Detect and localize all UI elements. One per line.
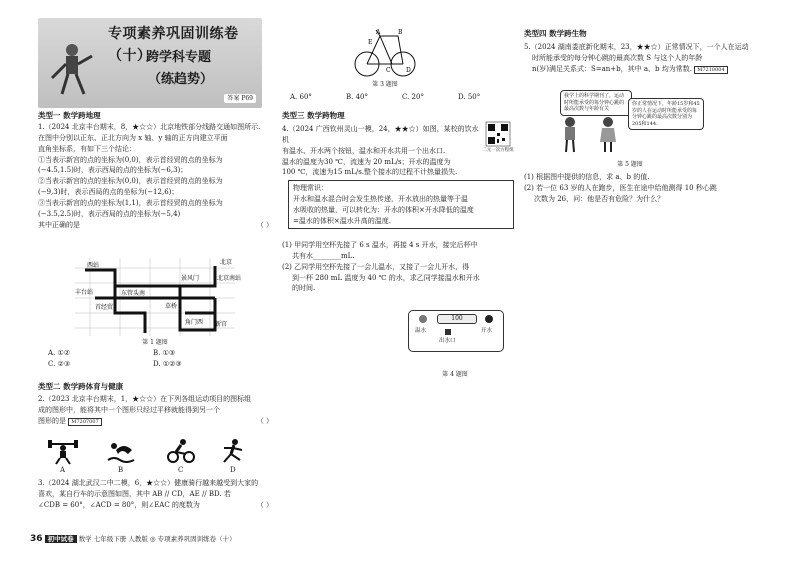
bike-label: C xyxy=(386,67,391,74)
map-label: 丰台站 xyxy=(75,289,94,296)
question-3 xyxy=(38,478,273,511)
figure-caption: 第 4 题图 xyxy=(442,371,468,378)
boy-figure-icon xyxy=(560,116,580,154)
option-d: D. ①②③ xyxy=(153,359,182,368)
section-heading-1: 类型一 数学跨地理 xyxy=(38,111,101,120)
q3-options xyxy=(290,92,530,103)
soldier-illustration-icon xyxy=(46,38,96,98)
option-d: D. 50° xyxy=(458,93,481,101)
map-label: 草桥 xyxy=(165,303,178,310)
section-heading-2: 类型二 数学跨体育与健康 xyxy=(38,382,124,391)
map-label: 新宫 xyxy=(215,321,228,328)
q1-line: 在图中分别以正东、正北方向为 x 轴、y 轴的正方向建立平面 xyxy=(38,133,228,142)
q4-line: 温水的温度为30 ℃，流速为 20 mL/s；开水的温度为 xyxy=(282,157,451,166)
q1-line: ②当表示新宫的点的坐标为(0,0)，表示首经贸的点的坐标为 xyxy=(38,177,223,186)
q5-sub1: (1) 根据图中提供的信息，求 a、b 的值. xyxy=(524,173,650,181)
hot-label: 开水 xyxy=(481,328,493,334)
page-number: 36 xyxy=(30,534,43,544)
q1-line: 1.（2024 北京丰台期末，8，★☆☆）北京地铁部分线路交通如图所示. xyxy=(38,123,261,131)
banner-title: 专项素养巩固训练卷（十） xyxy=(108,26,239,64)
map-label: 东管头南 xyxy=(121,290,146,297)
physics-box xyxy=(288,180,514,229)
option-a: A. 60° xyxy=(290,93,312,101)
q2-line: 成的图形中，能将其中一个图形只经过平移就能得到另一个 xyxy=(38,405,220,414)
q3-line: 3.（2024 湖北武汉二中二模，6，★☆☆）健康骑行越来越受到大家的 xyxy=(38,479,259,487)
q1-line: (−9,3)时，表示西局的点的坐标为(−12,6)； xyxy=(38,188,179,197)
cyclist-icon xyxy=(166,438,196,464)
subway-map xyxy=(75,258,242,336)
bike-label: E xyxy=(368,39,373,46)
q3-line: ∠CDB = 60°，∠ACD = 80°，则∠EAC 的度数为 xyxy=(38,500,200,509)
box-line: 水吸收的热量，可以转化为：开水的体积×开水降低的温度 xyxy=(293,205,474,214)
q1-line: (−4.5,1.5)时，表示西局的点的坐标为(−6,3)； xyxy=(38,166,188,175)
q4-line: 4.（2024 广西钦州灵山一模，24，★★☆）如图，某校的饮水机 xyxy=(282,125,479,144)
bicycle-diagram xyxy=(350,22,420,80)
question-1 xyxy=(38,122,273,230)
question-5-subparts xyxy=(524,172,764,205)
q4-sub2-line: 到一杯 280 mL 温度为 40 ℃ 的水，求乙同学接温水和开水 xyxy=(292,273,480,282)
figure-caption: 第 5 题图 xyxy=(617,161,643,168)
q1-line: 其中正确的是 xyxy=(38,220,80,229)
bike-label: D xyxy=(406,67,411,74)
q4-sub2-line: (2) 乙同学用空杯先接了一会儿温水，又接了一会儿开水，得 xyxy=(282,262,470,271)
q2-line: 2.（2023 北京丰台期末，1，★☆☆）在下列各组运动项目的图标组 xyxy=(38,395,252,403)
option-a: A. ①② xyxy=(48,349,71,357)
question-4 xyxy=(282,124,482,178)
q1-options xyxy=(48,348,258,370)
footer-tag: 初中试卷 xyxy=(45,535,77,543)
figure-caption: 第 1 题图 xyxy=(142,339,168,346)
outlet-label: 出水口 xyxy=(439,338,456,344)
option-c: C. 20° xyxy=(402,93,424,101)
box-line: 开水和温水混合时会发生热传递，开水放出的热量等于温 xyxy=(293,194,468,203)
option-c: C. ②③ xyxy=(48,359,71,368)
girl-figure-icon xyxy=(598,116,618,154)
section-heading-3: 类型三 数学跨物理 xyxy=(282,111,345,120)
banner-subtitle: 跨学科专题 xyxy=(146,50,212,65)
q1-line: ③当表示新宫的点的坐标为(1,1)，表示首经贸的点的坐标为 xyxy=(38,198,223,207)
option-b: B. ①③ xyxy=(153,349,176,357)
speech-bubble-left: 我学上的科学期刊了，运动时所能承受的每分钟心跳的最高次数与年龄有关 xyxy=(560,90,632,116)
bike-label: A xyxy=(376,29,381,36)
speech-bubble-right: 你正常情况下，年龄15岁和45岁的人在运动时所能承受的每分钟心跳的最高次数分别为205和144. xyxy=(628,98,704,130)
code-badge: M7210004 xyxy=(694,66,727,74)
q4-sub1-line: (1) 甲同学用空杯先接了 6 s 温水，再接 4 s 开水，接完后杯中 xyxy=(282,241,478,249)
footer-text: 数学 七年级下册 人教版 ◎ 专项素养巩固训练卷（十） xyxy=(78,535,236,543)
outlet-spout xyxy=(445,329,451,335)
map-label: 北京南站 xyxy=(217,275,242,282)
answer-reference: 答案 P69 xyxy=(224,94,256,103)
answer-paren: （ ） xyxy=(256,416,273,425)
answer-paren: （ ） xyxy=(256,220,273,229)
sport-icons xyxy=(48,438,248,478)
warm-button xyxy=(419,315,427,323)
answer-paren: （ ） xyxy=(256,500,273,509)
banner-trend: （练趋势） xyxy=(148,72,214,87)
q4-sub2-line: 的时间. xyxy=(292,284,316,293)
q1-line: (−3.5,2.5)时，表示西局的点的坐标为(−5,4) xyxy=(38,209,181,218)
qr-code-icon xyxy=(486,122,510,146)
qr-label: 二元一次方程组 xyxy=(482,148,514,153)
option-b: B. 40° xyxy=(346,93,369,101)
bike-label: B xyxy=(398,29,403,36)
weightlifting-icon xyxy=(48,438,78,464)
map-label: 景风门 xyxy=(181,275,200,282)
q5-sub2-line: (2) 若一位 63 岁的人在跑步，医生在途中给他测得 10 秒心跳 xyxy=(524,183,717,192)
question-2 xyxy=(38,394,273,427)
runner-icon xyxy=(218,438,248,464)
code-badge: M7207007 xyxy=(68,418,101,426)
box-title: 物理常识： xyxy=(293,184,328,192)
section-heading-4: 类型四 数学跨生物 xyxy=(524,29,587,38)
icon-label: C xyxy=(178,466,184,474)
icon-label: A xyxy=(60,466,66,474)
icon-label: B xyxy=(118,466,124,474)
q4-line: 有温水、开水两个按钮，温水和开水共用一个出水口. xyxy=(282,146,446,155)
page-footer xyxy=(30,533,285,545)
figure-caption: 第 3 题图 xyxy=(372,81,398,88)
q2-line: 图形的是 xyxy=(38,416,66,425)
water-dispenser xyxy=(408,310,504,352)
q5-line: 5.（2024 湖南娄底新化期末，23，★★☆）正常情况下，一个人在运动 xyxy=(524,43,749,51)
swimmer-icon xyxy=(106,438,136,464)
q4-line: 100 ℃，流速为15 mL/s.整个接水的过程不计热量损失. xyxy=(282,168,458,177)
map-label: 北京 xyxy=(220,259,233,266)
q5-line: n(岁)满足关系式：S=an+b，其中 a、b 均为常数. xyxy=(532,64,692,73)
temperature-display: 100 xyxy=(437,314,477,324)
box-line: =温水的体积×温水升高的温度. xyxy=(293,216,391,225)
icon-label: D xyxy=(230,466,236,474)
map-label: 角门西 xyxy=(185,319,204,326)
map-label: 首经贸 xyxy=(95,304,114,311)
title-banner xyxy=(38,18,262,108)
question-4-subparts xyxy=(282,240,517,294)
warm-label: 温水 xyxy=(415,328,427,334)
q3-line: 喜欢，某自行车的示意图如图，其中 AB // CD，AE // BD. 若 xyxy=(38,489,231,498)
q5-sub2-line: 次数为 26，问：他是否有危险？为什么？ xyxy=(534,194,665,203)
map-label: 西站 xyxy=(87,262,100,269)
q5-line: 时所能承受的每分钟心跳的最高次数 S 与这个人的年龄 xyxy=(532,53,703,62)
q4-sub1-line: 共有水________mL. xyxy=(292,251,355,260)
question-5 xyxy=(524,42,764,75)
q1-line: ①当表示新宫的点的坐标为(0,0)，表示首经贸的点的坐标为 xyxy=(38,155,223,164)
hot-button xyxy=(485,315,493,323)
q1-line: 直角坐标系，有如下三个结论： xyxy=(38,144,136,153)
